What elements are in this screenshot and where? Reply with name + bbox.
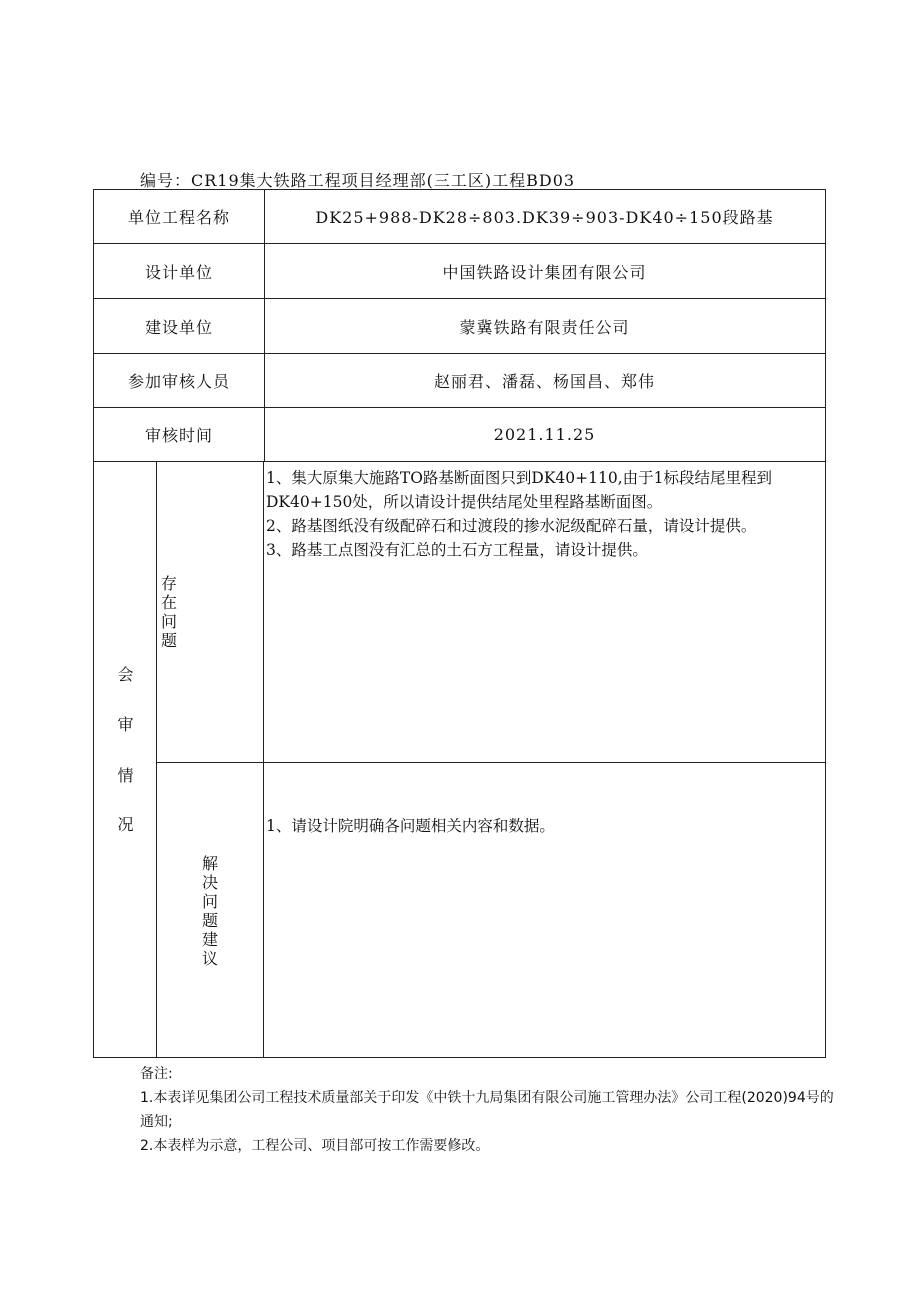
note-item: 1.本表详见集团公司工程技术质量部关于印发《中铁十九局集团有限公司施工管理办法》公司工程(2020)94号的通知;: [140, 1090, 834, 1130]
row-design-unit: [94, 244, 825, 299]
issue-item: 2、路基图纸没有级配碎石和过渡段的掺水泥级配碎石量，请设计提供。: [266, 517, 757, 535]
review-section: [94, 462, 825, 1057]
review-label: [94, 462, 157, 1057]
review-label-char: 审: [117, 715, 134, 734]
value-review-date: 2021.11.25: [493, 425, 596, 444]
review-form: [93, 189, 826, 1058]
suggest-label: 解决问题建议: [202, 854, 219, 968]
label-design-unit: 设计单位: [94, 244, 265, 298]
suggestion-item: 1、请设计院明确各问题相关内容和数据。: [266, 817, 555, 835]
label-project-name: 单位工程名称: [94, 190, 265, 243]
review-label-char: 情: [117, 766, 134, 785]
row-reviewers: [94, 354, 825, 408]
issues-body: [264, 466, 825, 762]
suggest-label-cell: [157, 762, 264, 1057]
label-construction-unit: 建设单位: [94, 299, 265, 353]
value-project-name: DK25+988-DK28÷803.DK39÷903-DK40÷150段路基: [315, 208, 774, 227]
value-reviewers: 赵丽君、潘磊、杨国昌、郑伟: [433, 372, 655, 391]
document-serial: 编号：CR19集大铁路工程项目经理部(三工区)工程BD03: [140, 171, 576, 190]
row-project-name: [94, 190, 825, 244]
review-label-char: 会: [117, 665, 134, 684]
issues-label: 存在问题: [161, 574, 178, 650]
suggest-body: [264, 762, 825, 1057]
issue-item: 1、集大原集大施路TO路基断面图只到DK40+110,由于1标段结尾里程到DK40+150处，所以请设计提供结尾处里程路基断面图。: [266, 469, 772, 511]
row-review-date: [94, 408, 825, 462]
label-reviewers: 参加审核人员: [94, 354, 265, 407]
row-construction-unit: [94, 299, 825, 354]
review-label-char: 况: [117, 815, 134, 834]
value-construction-unit: 蒙冀铁路有限责任公司: [459, 317, 630, 337]
notes: [140, 1062, 840, 1158]
label-review-date: 审核时间: [94, 408, 265, 461]
issues-label-cell: [157, 462, 264, 762]
note-item: 2.本表样为示意，工程公司、项目部可按工作需要修改。: [140, 1138, 490, 1154]
issue-item: 3、路基工点图没有汇总的土石方工程量，请设计提供。: [266, 541, 648, 559]
value-design-unit: 中国铁路设计集团有限公司: [442, 262, 647, 282]
notes-title: 备注:: [140, 1066, 173, 1082]
